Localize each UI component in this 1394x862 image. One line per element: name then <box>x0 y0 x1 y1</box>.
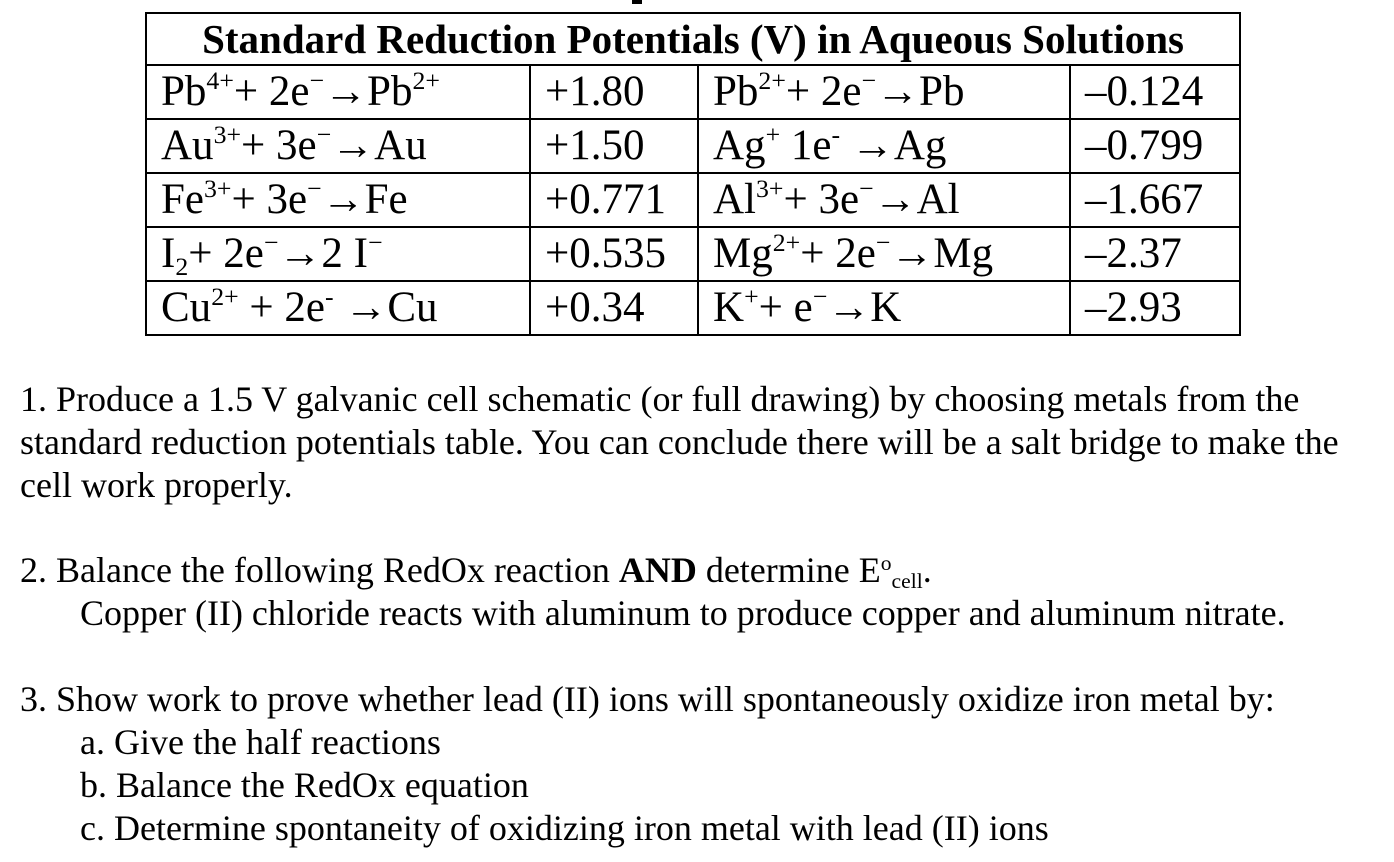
product: →Cu <box>333 284 438 331</box>
question-2-bold: AND <box>618 550 697 590</box>
electrons: + 2e <box>238 284 325 331</box>
product: →Pb <box>324 68 413 115</box>
degree-symbol: o <box>880 551 892 576</box>
product: →Mg <box>890 230 994 277</box>
potential-value: +1.50 <box>530 119 698 173</box>
electrons: + 2e <box>233 68 310 115</box>
half-reaction-cell <box>146 173 530 227</box>
species: I <box>161 230 176 277</box>
species: Pb <box>161 68 207 115</box>
product: →Au <box>331 122 427 169</box>
species: Au <box>161 122 214 169</box>
half-reaction-cell <box>698 65 1070 119</box>
question-3-part-c: c. Determine spontaneity of oxidizing iron metal with lead (II) ions <box>80 808 1049 848</box>
electron-charge: − <box>875 228 891 258</box>
product: →Ag <box>840 122 947 169</box>
product: →Fe <box>321 176 408 223</box>
electrons: + 2e <box>188 230 264 277</box>
question-3: 3. Show work to prove whether lead (II) ions will spontaneously oxidize iron metal by: <box>20 679 1275 719</box>
reduction-potentials-table <box>145 12 1241 336</box>
table-row <box>146 65 1240 119</box>
product-charge: 2+ <box>412 66 440 96</box>
electrons: + 3e <box>231 176 308 223</box>
product: →Al <box>873 176 960 223</box>
half-reaction-cell <box>698 173 1070 227</box>
electron-charge: − <box>263 228 279 258</box>
charge: + <box>765 120 781 150</box>
question-2-middle: determine E <box>696 550 881 590</box>
species: Al <box>713 176 756 223</box>
electron-charge: - <box>324 282 334 312</box>
half-reaction-cell <box>146 119 530 173</box>
question-1: 1. Produce a 1.5 V galvanic cell schematic (or full drawing) by choosing metals from the standard reduction potentials table. You can conclude there will be a salt bridge to make the cell work properly. <box>20 379 1339 505</box>
question-2 <box>20 549 1380 597</box>
product-charge: − <box>367 228 383 258</box>
electron-charge: − <box>859 174 874 204</box>
charge: 4+ <box>206 66 234 96</box>
table-row <box>146 227 1240 281</box>
electron-charge: − <box>309 66 325 96</box>
charge: 2+ <box>772 228 801 258</box>
species: Mg <box>713 230 773 277</box>
electron-charge: − <box>307 174 322 204</box>
electrons: + 2e <box>785 68 862 115</box>
half-reaction-cell <box>698 281 1070 335</box>
subscript: 2 <box>175 251 189 281</box>
species: Fe <box>161 176 204 223</box>
table-title: Standard Reduction Potentials (V) in Aqueous Solutions <box>146 13 1240 65</box>
charge: 3+ <box>204 174 232 204</box>
electrons: + 3e <box>783 176 860 223</box>
top-edge-mark <box>632 0 642 4</box>
product: →Pb <box>876 68 965 115</box>
electron-charge: - <box>831 120 841 150</box>
product: →2 I <box>278 230 368 277</box>
species: K <box>713 284 745 331</box>
table-row <box>146 173 1240 227</box>
cell-subscript: cell <box>891 569 923 594</box>
potential-value: +0.34 <box>530 281 698 335</box>
question-3-part-a: a. Give the half reactions <box>80 722 441 762</box>
electron-charge: − <box>861 66 877 96</box>
electrons: + e <box>758 284 813 331</box>
table-title-row <box>146 13 1240 65</box>
electron-charge: − <box>812 282 828 312</box>
table-row <box>146 281 1240 335</box>
half-reaction-cell <box>146 65 530 119</box>
potential-value: –1.667 <box>1070 173 1240 227</box>
half-reaction-cell <box>146 281 530 335</box>
electron-charge: − <box>316 120 332 150</box>
potential-value: +0.535 <box>530 227 698 281</box>
potential-value: –0.799 <box>1070 119 1240 173</box>
potential-value: +1.80 <box>530 65 698 119</box>
electrons: + 3e <box>241 122 317 169</box>
electrons: + 2e <box>800 230 876 277</box>
charge: 2+ <box>211 282 239 312</box>
charge: 3+ <box>756 174 784 204</box>
species: Cu <box>161 284 212 331</box>
charge: 3+ <box>213 120 242 150</box>
charge: + <box>744 282 759 312</box>
electrons: 1e <box>780 122 832 169</box>
charge: 2+ <box>758 66 786 96</box>
question-2-reaction: Copper (II) chloride reacts with aluminum to produce copper and aluminum nitrate. <box>80 593 1286 633</box>
potential-value: +0.771 <box>530 173 698 227</box>
potential-value: –2.93 <box>1070 281 1240 335</box>
potential-value: –2.37 <box>1070 227 1240 281</box>
species: Ag <box>713 122 766 169</box>
table-row <box>146 119 1240 173</box>
half-reaction-cell <box>698 119 1070 173</box>
question-2-end: . <box>922 550 932 590</box>
half-reaction-cell <box>698 227 1070 281</box>
potential-value: –0.124 <box>1070 65 1240 119</box>
half-reaction-cell <box>146 227 530 281</box>
product: →K <box>827 284 902 331</box>
question-3-part-b: b. Balance the RedOx equation <box>80 765 529 805</box>
species: Pb <box>713 68 759 115</box>
question-2-text: 2. Balance the following RedOx reaction <box>20 550 619 590</box>
